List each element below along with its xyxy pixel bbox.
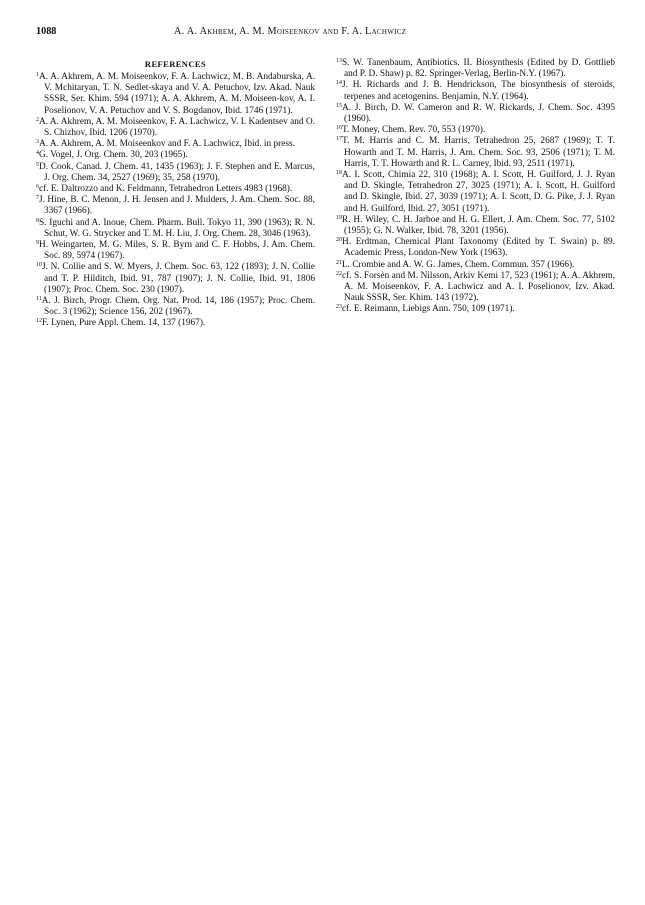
reference-text: cf. S. Forsèn and M. Nilsson, Arkiv Kemi 17, 523 (1961); A. A. Akhrem, A. M. Moiseenkov, F. A. Lachwicz and A. I. Poselionov, Izv. Akad. Nauk SSSR, Ser. Khim. 143 (1972). <box>342 270 615 304</box>
header-authors: A. A. Akhrem, A. M. Moiseenkov and F. A. Lachwicz <box>174 26 407 37</box>
reference-entry <box>336 271 615 305</box>
reference-number: 2 <box>36 116 39 123</box>
reference-number: 14 <box>336 80 342 87</box>
references-right-column <box>336 58 615 316</box>
reference-text: F. Lynen, Pure Appl. Chem. 14, 137 (1967). <box>42 318 206 329</box>
reference-entry <box>36 139 315 150</box>
references-section <box>36 58 622 878</box>
reference-entry <box>36 218 315 240</box>
reference-text: A. J. Birch, Progr. Chem. Org. Nat. Prod. 14, 186 (1957); Proc. Chem. Soc. 3 (1962); Science 156, 202 (1967). <box>41 296 315 318</box>
reference-number: 16 <box>336 125 342 132</box>
reference-entry <box>336 80 615 102</box>
reference-text: J. N. Collie and S. W. Myers, J. Chem. Soc. 63, 122 (1893); J. N. Collie and T. P. Hilditch, Ibid. 91, 787 (1907); J. N. Collie, Ibid. 91, 1806 (1907); Proc. Chem. Soc. 230 (1907). <box>42 262 315 295</box>
reference-number: 5 <box>36 161 39 168</box>
reference-entry <box>336 215 615 237</box>
references-left-column <box>36 58 315 330</box>
reference-number: 7 <box>36 195 39 202</box>
reference-entry <box>336 136 615 170</box>
reference-text: cf. E. Daltrozzo and K. Feldmann, Tetrahedron Letters 4983 (1968). <box>39 184 293 195</box>
reference-number: 4 <box>36 150 39 157</box>
reference-text: J. Hine, B. C. Menon, J. H. Jensen and J. Mulders, J. Am. Chem. Soc. 88, 3367 (1966). <box>39 195 315 217</box>
reference-entry <box>36 72 315 117</box>
reference-number: 13 <box>336 58 342 64</box>
reference-number: 19 <box>336 214 342 221</box>
reference-number: 17 <box>336 136 342 143</box>
reference-text: T. Money, Chem. Rev. 70, 553 (1970). <box>342 125 486 136</box>
reference-text: A. I. Scott, Chimia 22, 310 (1968); A. I. Scott, H. Guilford, J. J. Ryan and D. Skingle, Tetrahedron 27, 3025 (1971); A. I. Scott, H. Guilford and D. Skingle, Ibid. 27, 3039 (1971); A. I. Scott, D. G. Pike, J. J. Ryan and H. Guilford, Ibid. 27, 3051 (1971). <box>342 170 615 214</box>
reference-entry <box>336 260 615 271</box>
reference-text: A. A. Akhrem, A. M. Moiseenkov and F. A. Lachwicz, Ibid. in press. <box>39 139 295 150</box>
reference-entry <box>336 237 615 259</box>
reference-number: 11 <box>36 296 42 303</box>
reference-text: G. Vogel, J. Org. Chem. 30, 203 (1965). <box>39 150 188 161</box>
reference-number: 23 <box>336 304 342 311</box>
reference-number: 6 <box>36 184 39 191</box>
reference-number: 12 <box>36 318 42 325</box>
reference-number: 8 <box>36 217 39 224</box>
reference-entry <box>336 304 615 315</box>
reference-entry <box>336 125 615 136</box>
running-header <box>36 24 626 40</box>
page-number: 1088 <box>36 26 57 37</box>
reference-text: H. Erdtman, Chemical Plant Taxonomy (Edited by T. Swain) p. 89. Academic Press, London-New York (1963). <box>342 237 615 259</box>
reference-text: A. J. Birch, D. W. Cameron and R. W. Rickards, J. Chem. Soc. 4395 (1960). <box>342 102 615 125</box>
reference-entry <box>36 162 315 184</box>
reference-text: cf. E. Reimann, Liebigs Ann. 750, 109 (1971). <box>342 304 515 315</box>
reference-entry <box>36 195 315 217</box>
reference-entry <box>36 184 315 195</box>
reference-number: 20 <box>336 237 342 244</box>
reference-number: 9 <box>36 240 39 247</box>
reference-number: 10 <box>36 262 42 269</box>
reference-entry <box>336 58 615 80</box>
reference-number: 3 <box>36 139 39 146</box>
reference-text: A. A. Akhrem, A. M. Moiseenkov, F. A. Lachwicz, V. I. Kadentsev and O. S. Chizhov, Ibid. 1206 (1970). <box>39 116 315 139</box>
reference-entry <box>36 262 315 296</box>
reference-list-left <box>36 72 315 330</box>
reference-number: 18 <box>336 170 342 177</box>
reference-text: T. M. Harris and C. M. Harris, Tetrahedron 25, 2687 (1969); T. T. Howarth and T. M. Harris, J. Am. Chem. Soc. 93, 2506 (1971); T. M. Harris, T. T. Howarth and R. L. Carney, Ibid. 93, 2511 (1971). <box>342 136 615 169</box>
reference-text: H. Weingarten, M. G. Miles, S. R. Byrn and C. F. Hobbs, J. Am. Chem. Soc. 89, 5974 (1967). <box>39 240 315 262</box>
reference-text: S. W. Tanenbaum, Antibiotics. II. Biosynthesis (Edited by D. Gottlieb and P. D. Shaw) p. 82. Springer-Verlag, Berlin-N.Y. (1967). <box>342 58 615 80</box>
reference-text: S. Iguchi and A. Inoue, Chem. Pharm. Bull. Tokyo 11, 390 (1963); R. N. Schut, W. G. Strycker and T. M. H. Liu, J. Org. Chem. 28, 3046 (1963). <box>39 217 315 239</box>
reference-entry <box>336 103 615 125</box>
reference-number: 22 <box>336 270 342 277</box>
reference-number: 15 <box>336 102 342 109</box>
reference-text: L. Crombie and A. W. G. James, Chem. Commun. 357 (1966). <box>342 259 575 270</box>
reference-entry <box>36 150 315 161</box>
reference-entry <box>36 240 315 262</box>
reference-text: J. H. Richards and J. B. Hendrickson, The biosynthesis of steroids, terpenes and acetogenins. Benjamin, N.Y. (1964). <box>342 80 615 102</box>
reference-text: R. H. Wiley, C. H. Jarboe and H. G. Ellert, J. Am. Chem. Soc. 77, 5102 (1955); G. N. Walker, Ibid. 78, 3201 (1956). <box>342 214 615 237</box>
reference-text: A. A. Akhrem, A. M. Moiseenkov, F. A. Lachwicz, M. B. Andaburska, A. V. Mchitaryan, T. N. Sedlet-skaya and V. A. Petuchov, Izv. Akad. Nauk SSSR, Ser. Khim. 594 (1971); A. A. Akhrem, A. M. Moiseen-kov, A. I. Poselionov, V. A. Petuchov and V. S. Bogdanov, Ibid. 1746 (1971). <box>39 72 315 116</box>
reference-entry <box>36 318 315 329</box>
reference-number: 1 <box>36 72 39 78</box>
references-heading: REFERENCES <box>144 59 207 69</box>
reference-text: D. Cook, Canad. J. Chem. 41, 1435 (1963); J. F. Stephen and E. Marcus, J. Org. Chem. 34, 2527 (1969); 35, 258 (1970). <box>39 161 315 183</box>
reference-number: 21 <box>336 259 342 266</box>
reference-entry <box>36 117 315 139</box>
reference-entry <box>36 296 315 318</box>
reference-list-right <box>336 58 615 316</box>
reference-entry <box>336 170 615 215</box>
